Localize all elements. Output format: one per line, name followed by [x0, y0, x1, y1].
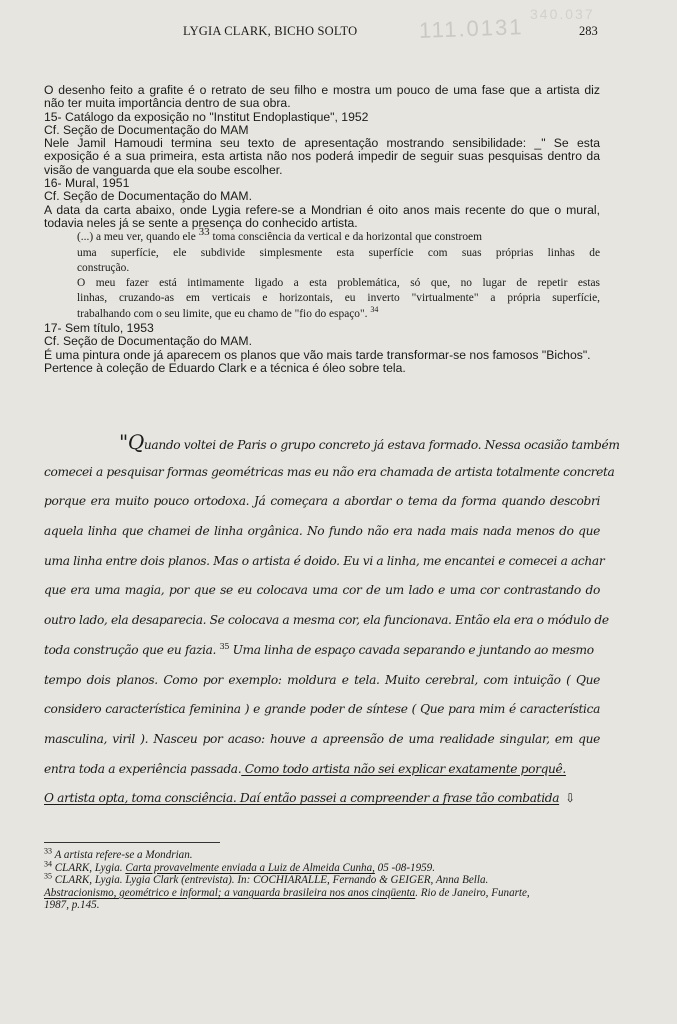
running-title: LYGIA CLARK, BICHO SOLTO — [183, 24, 358, 38]
quote-line: uma superfície, ele subdivide simplesmente esta superfície com suas próprias linhas de — [77, 246, 600, 259]
footnote-ref: 34 — [370, 304, 379, 314]
underlined-text: O artista opta, toma consciência. Daí então passei a compreender a frase tão combatida — [44, 791, 560, 806]
drop-cap: Q — [127, 430, 144, 454]
quote-line: comecei a pesquisar formas geométricas mas eu não era chamada de artista totalmente concreta — [44, 464, 615, 479]
quote-line: que era uma magia, por que se eu colocava uma cor de um lado e uma cor contrastando do — [44, 583, 600, 598]
quote-line: linhas, cruzando-as em verticais e horizontais, eu inverto "virtualmente" a própria superfície, — [77, 292, 600, 305]
body-line: Nele Jamil Hamoudi termina seu texto de apresentação mostrando sensibilidade: _" Se esta — [44, 136, 600, 151]
footnote: $^{35}$ CLARK, Lygia. Lygia Clark (entrevista). In: COCHIARALLE, Fernando & GEIGER, Anna Bella. — [44, 871, 489, 887]
quote-line: toda construção que eu fazia. $^{35}$ Uma linha de espaço cavada separando e juntando ao mesmo — [44, 641, 594, 657]
interview-quote — [44, 428, 620, 814]
block-quote — [77, 226, 600, 322]
archive-stamp-faint: 340.037 — [530, 6, 595, 22]
quote-line: "Quando voltei de Paris o grupo concreto já estava formado. Nessa ocasião também — [119, 430, 620, 454]
quote-line: entra toda a experiência passada. Como todo artista não sei explicar exatamente porquê. — [44, 761, 566, 776]
quote-line: construção. — [77, 261, 130, 274]
body-line: não ter muita importância dentro de sua obra. — [44, 96, 291, 111]
quote-line: tempo dois planos. Como por exemplo: moldura e tela. Muito cerebral, com intuição ( Que — [44, 672, 600, 687]
body-line: É uma pintura onde já aparecem os planos que vão mais tarde transformar-se nos famosos "Bichos". — [44, 347, 591, 362]
page-header — [0, 6, 677, 43]
quote-line: (...) a meu ver, quando ele $^{33}$ toma consciência da vertical e da horizontal que constroem — [77, 226, 482, 244]
body-line: visão de vanguarda que ela soube escolher. — [44, 162, 283, 177]
catalog-heading: 16- Mural, 1951 — [44, 176, 130, 191]
opening-quote-mark: " — [119, 430, 128, 454]
body-line: Cf. Seção de Documentação do MAM. — [44, 189, 252, 204]
underlined-text: Como todo artista não sei explicar exatamente porquê. — [241, 761, 566, 776]
body-line: Cf. Seção de Documentação do MAM — [44, 122, 249, 137]
footnote: $^{34}$ CLARK, Lygia. Carta provavelmente enviada a Luiz de Almeida Cunha, 05 -08-1959. — [44, 858, 435, 874]
catalog-heading: 15- Catálogo da exposição no "Institut Endoplastique", 1952 — [44, 109, 369, 124]
body-text — [44, 84, 600, 375]
body-line: exposição é a sua primeira, esta artista não nos poderá impedir de seguir suas pesquisas dentro da — [44, 149, 600, 164]
quote-line: O meu fazer está intimamente ligado a esta problemática, só que, no lugar de repetir estas — [77, 277, 600, 290]
quote-line: considero característica feminina ) e grande poder de síntese ( Que para mim é característica — [44, 702, 600, 717]
footnote-divider — [44, 842, 220, 843]
continue-arrow-icon: ⇩ — [565, 791, 575, 806]
quote-line: trabalhando com o seu limite, que eu chamo de "fio do espaço". $^{34}$ — [77, 304, 379, 320]
quote-line — [44, 784, 600, 814]
body-line: Cf. Seção de Documentação do MAM. — [44, 334, 252, 349]
page-number: 283 — [579, 24, 598, 38]
body-line: Pertence à coleção de Eduardo Clark e a técnica é óleo sobre tela. — [44, 360, 406, 375]
quote-line: aquela linha que chamei de linha orgânica. No fundo não era nada mais nada menos do que — [44, 524, 600, 539]
footnotes — [44, 846, 600, 912]
quote-line: masculina, viril ). Nasceu por acaso: houve a apreensão de uma realidade singular, em que — [44, 731, 600, 746]
footnote-continuation: 1987, p.145. — [44, 899, 100, 912]
body-line: todavia neles já se sente a presença do conhecido artista. — [44, 215, 358, 230]
quote-line: outro lado, ela desaparecia. Se colocava a mesma cor, ela funcionava. Então ela era o módulo de — [44, 613, 609, 628]
footnote-continuation: Abstracionismo, geométrico e informal; a vanguarda brasileira nos anos cinqüenta. Rio de Janeiro, Funarte, — [44, 886, 530, 899]
catalog-heading: 17- Sem título, 1953 — [44, 321, 154, 336]
footnote-ref: 33 — [198, 226, 210, 239]
body-line: O desenho feito a grafite é o retrato de seu filho e mostra um pouco de uma fase que a artista diz — [44, 83, 600, 97]
footnote-ref: 35 — [219, 641, 230, 651]
quote-line: uma linha entre dois planos. Mas o artista é doido. Eu vi a linha, me encantei e comecei a achar — [44, 553, 605, 568]
footnote: $^{33}$ A artista refere-se a Mondrian. — [44, 846, 193, 861]
quote-line: porque era muito pouco ortodoxa. Já começara a abordar o tema da forma quando descobri — [44, 494, 600, 509]
archive-stamp: 111.0131 — [418, 14, 524, 43]
body-line: A data da carta abaixo, onde Lygia refere-se a Mondrian é oito anos mais recente do que o mural, — [44, 202, 600, 217]
